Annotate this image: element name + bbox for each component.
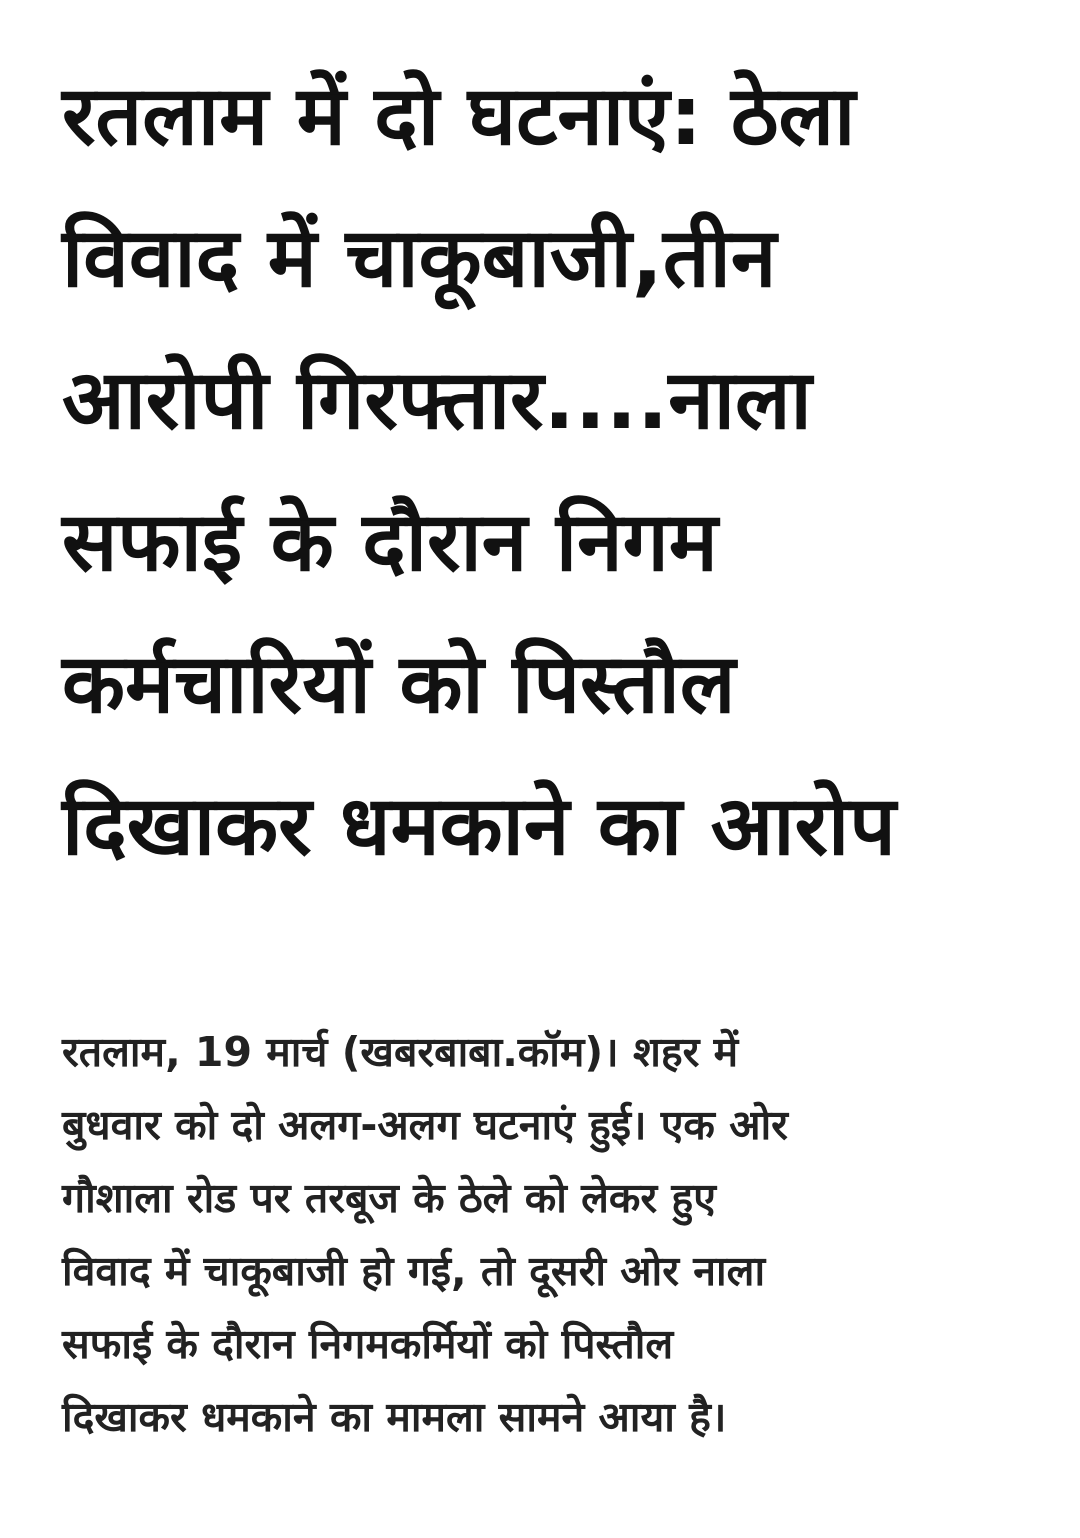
headline-line: विवाद में चाकूबाजी,तीन — [62, 211, 777, 306]
headline-line: आरोपी गिरफ्तार....नाला — [62, 353, 812, 448]
headline-line: दिखाकर धमकाने का आरोप — [62, 779, 896, 874]
headline-line: कर्मचारियों को पिस्तौल — [62, 637, 736, 732]
body-line: सफाई के दौरान निगमकर्मियों को पिस्तौल — [62, 1320, 674, 1368]
body-line: गौशाला रोड पर तरबूज के ठेले को लेकर हुए — [62, 1174, 716, 1222]
body-line: दिखाकर धमकाने का मामला सामने आया है। — [62, 1393, 727, 1441]
article-headline — [62, 46, 1040, 898]
headline-line: रतलाम में दो घटनाएं: ठेला — [62, 69, 856, 164]
body-line: विवाद में चाकूबाजी हो गई, तो दूसरी ओर नाला — [62, 1247, 766, 1295]
headline-line: सफाई के दौरान निगम — [62, 495, 718, 590]
body-line: रतलाम, 19 मार्च (खबरबाबा.कॉम)। शहर में — [62, 1028, 739, 1076]
article-body — [62, 1016, 1040, 1454]
body-line: बुधवार को दो अलग-अलग घटनाएं हुई। एक ओर — [62, 1101, 788, 1149]
